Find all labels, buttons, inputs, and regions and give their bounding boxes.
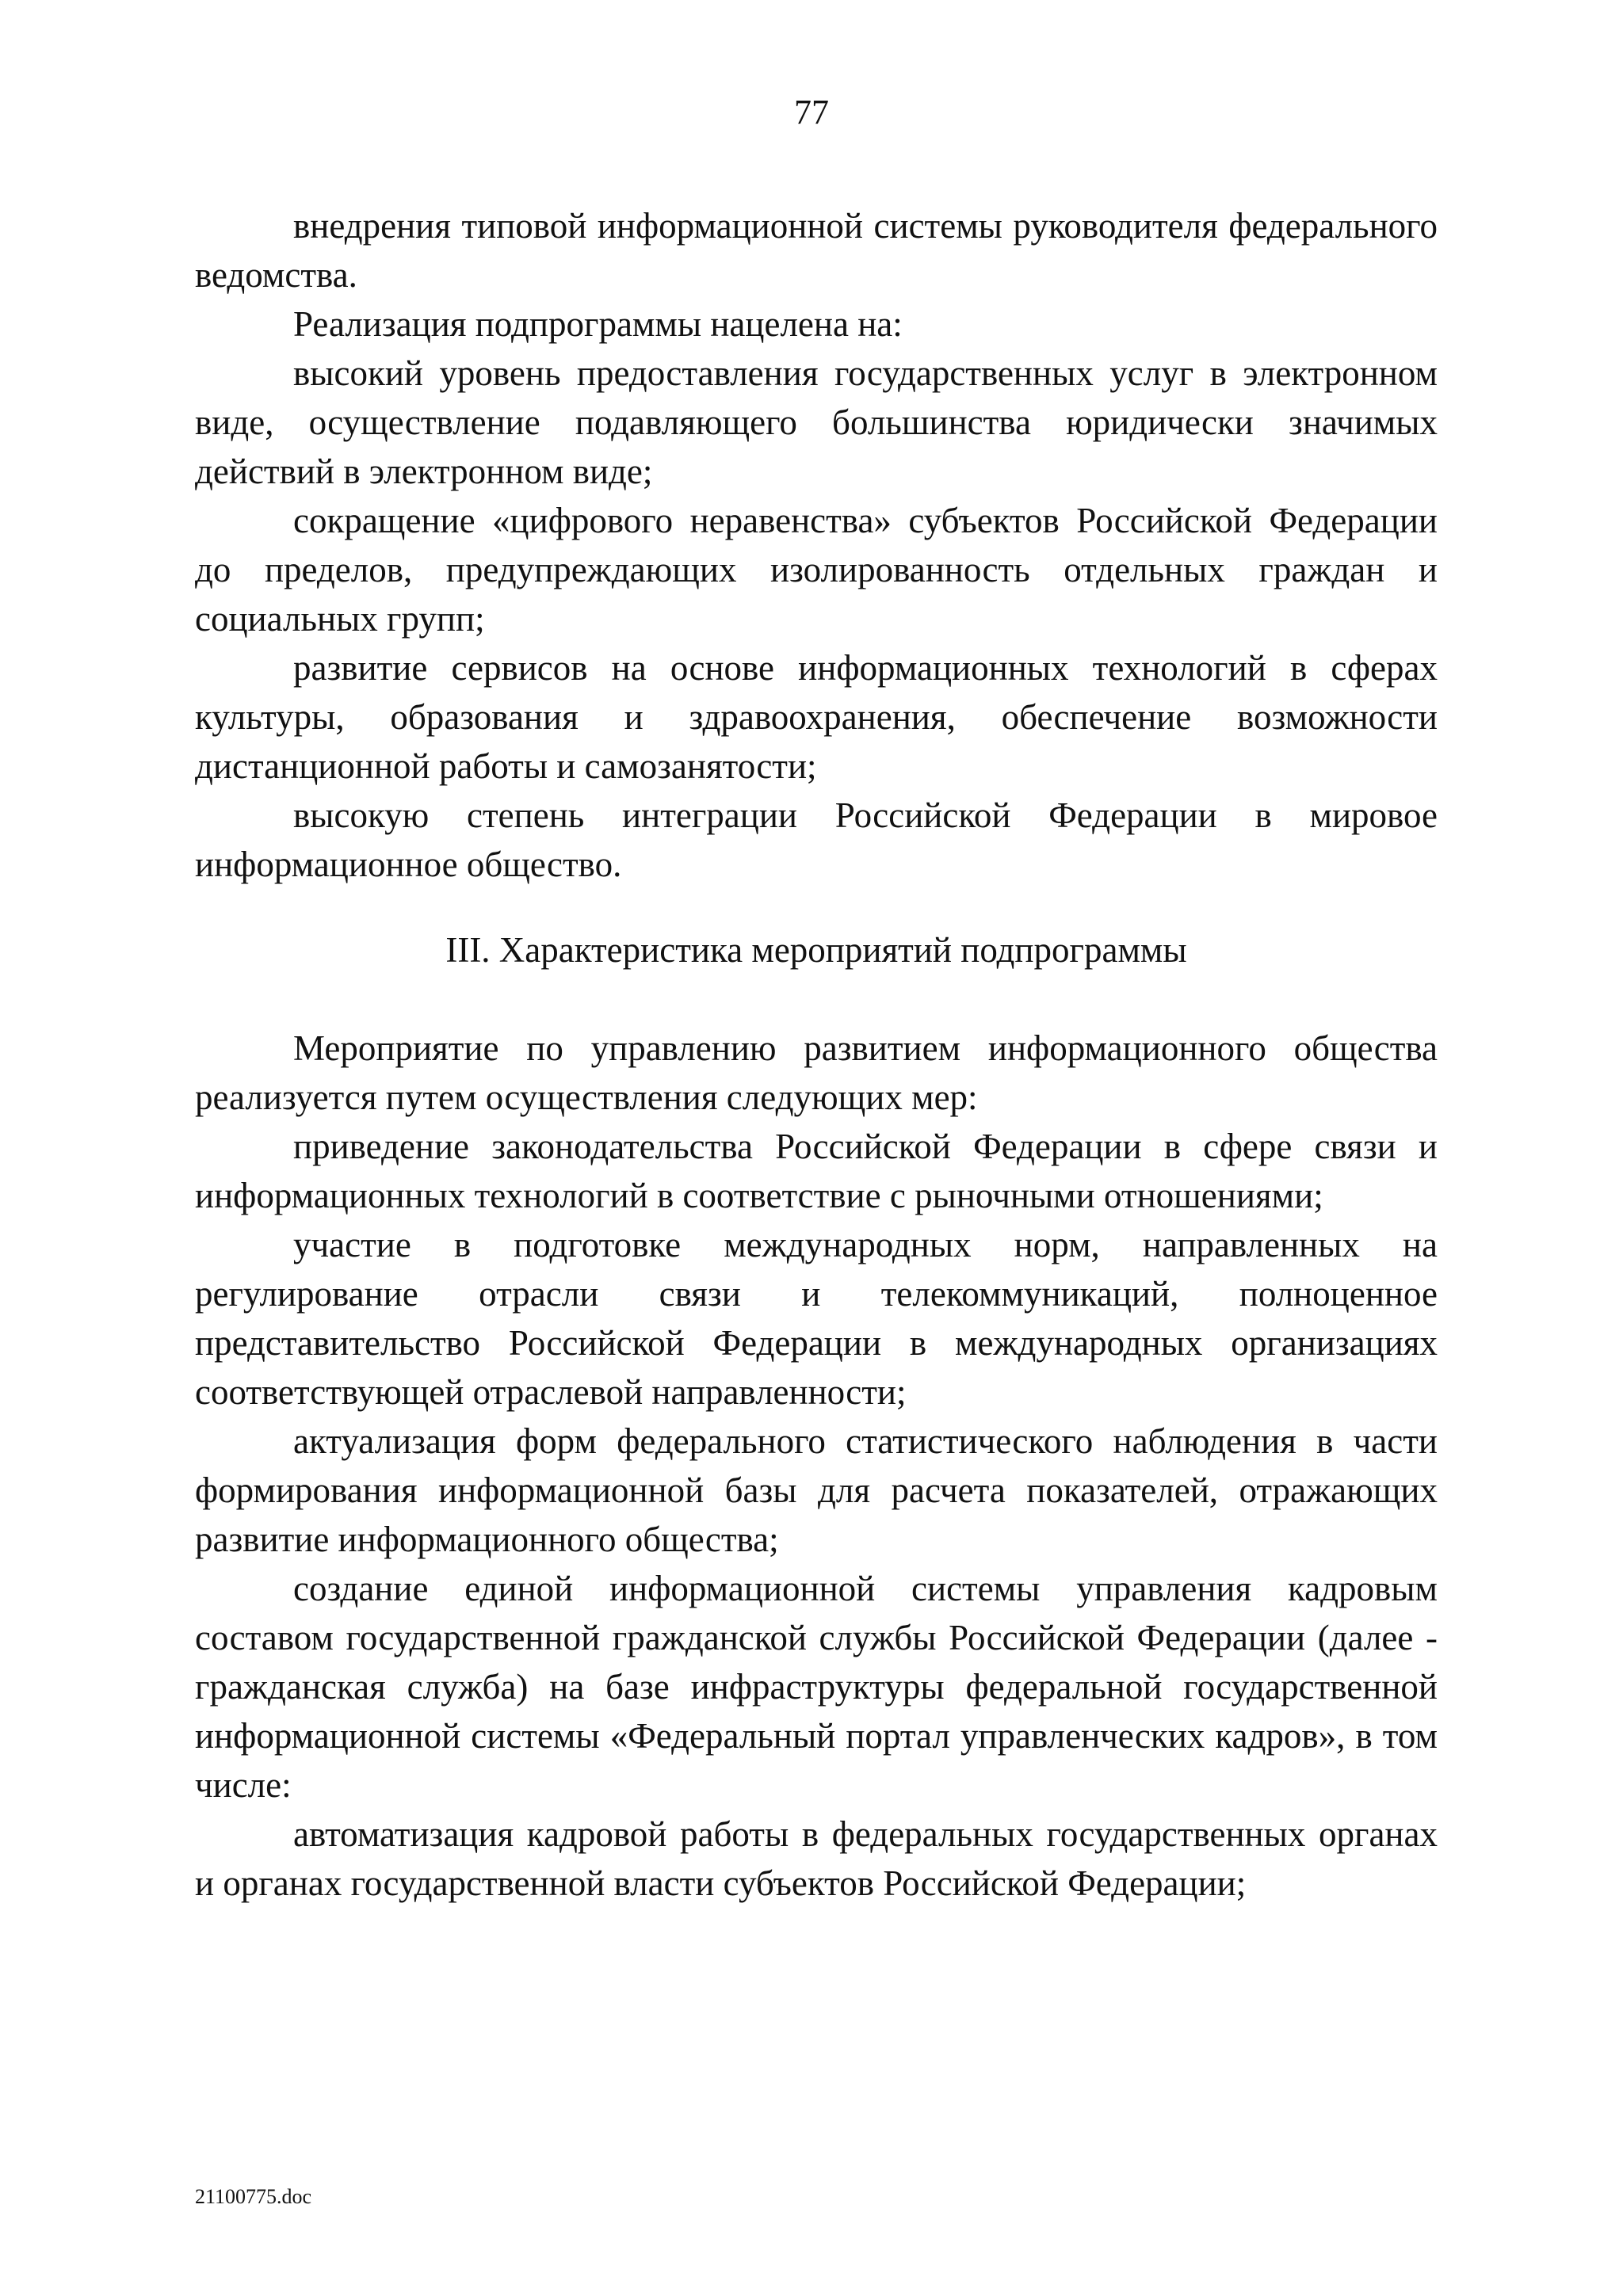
paragraph-measures-intro: Мероприятие по управлению развитием информационного общества реализуется путем осуществления следующих мер: [195,1028,1438,1117]
paragraph-measure-international-norms: участие в подготовке международных норм, направленных на регулирование отрасли связи и телекоммуникаций, полноценное представительство Российской Федерации в международных организациях соответствующей отраслевой направленности; [195,1225,1438,1412]
paragraph-goal-services-development: развитие сервисов на основе информационных технологий в сферах культуры, образования и здравоохранения, обеспечение возможности дистанционной работы и самозанятости; [195,648,1438,786]
paragraph-goals-intro: Реализация подпрограммы нацелена на: [293,304,903,344]
document-body [195,201,1438,1908]
paragraph-measure-automation: автоматизация кадровой работы в федеральных государственных органах и органах государственной власти субъектов Российской Федерации; [195,1814,1438,1903]
paragraph-goal-electronic-services: высокий уровень предоставления государственных услуг в электронном виде, осуществление подавляющего большинства юридически значимых действий в электронном виде; [195,353,1438,491]
paragraph-measure-personnel-system: создание единой информационной системы управления кадровым составом государственной гражданской службы Российской Федерации (далее - гражданская служба) на базе инфраструктуры федеральной государственной информационной системы «Федеральный портал управленческих кадров», в том числе: [195,1569,1438,1805]
footer-filename: 21100775.doc [195,2185,312,2208]
paragraph-continuation: внедрения типовой информационной системы руководителя федерального ведомства. [195,206,1438,295]
paragraph-goal-digital-divide: сокращение «цифрового неравенства» субъектов Российской Федерации до пределов, предупреждающих изолированность отдельных граждан и социальных групп; [195,501,1438,639]
section-heading: III. Характеристика мероприятий подпрограммы [445,930,1187,970]
paragraph-measure-legislation: приведение законодательства Российской Федерации в сфере связи и информационных технологий в соответствие с рыночными отношениями; [195,1127,1438,1215]
paragraph-measure-statistics: актуализация форм федерального статистического наблюдения в части формирования информационной базы для расчета показателей, отражающих развитие информационного общества; [195,1421,1438,1559]
paragraph-goal-integration: высокую степень интеграции Российской Федерации в мировое информационное общество. [195,795,1438,884]
page-number: 77 [794,93,829,132]
